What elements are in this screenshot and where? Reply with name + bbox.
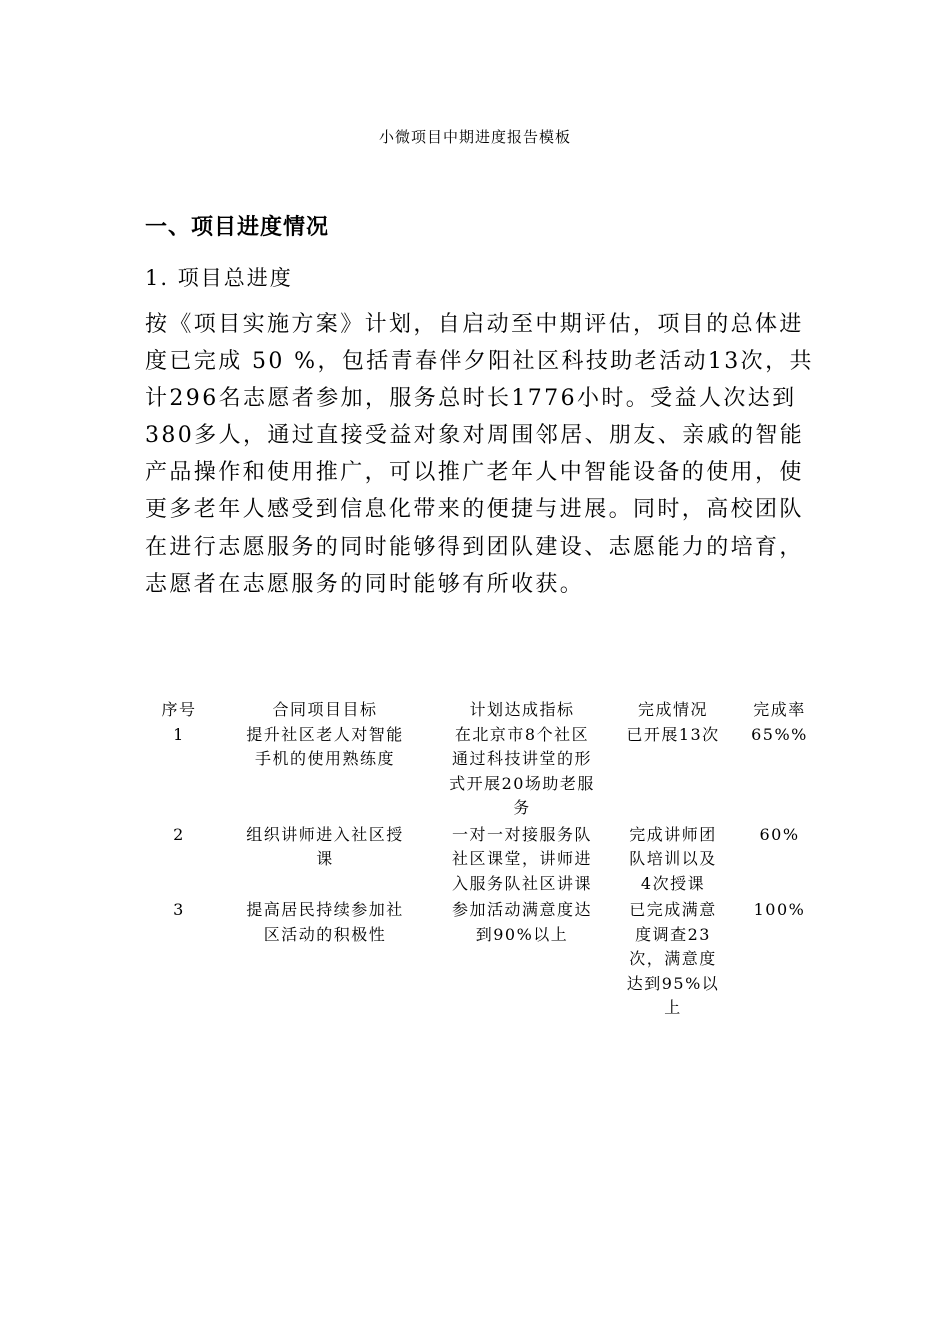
cell-line: 社区课堂，讲师进 [451,849,592,868]
subsection-heading: 1. 项目总进度 [145,266,293,290]
cell-line: 入服务队社区讲课 [451,873,592,893]
cell-line: 队培训以及 [629,849,717,868]
cell-line: 参加活动满意度达 [451,900,592,919]
cell-status [612,723,734,823]
header-no: 序号 [161,700,197,719]
cell-goal [218,823,432,899]
cell-goal [218,723,432,823]
cell-line: 通过科技讲堂的形 [451,749,592,768]
header-rate: 完成率 [753,700,806,719]
cell-line: 组织讲师进入社区授 [246,824,404,844]
cell-rate: 65%% [751,724,808,744]
cell-indicator [432,823,612,899]
cell-line: 区活动的积极性 [263,924,387,944]
cell-line: 一对一对接服务队 [451,824,592,844]
header-status: 完成情况 [637,700,708,719]
cell-line: 式开展20场助老服 [449,773,595,793]
section-heading: 一、项目进度情况 [145,215,330,240]
cell-line: 上 [664,998,682,1017]
cell-goal [218,898,432,1023]
cell-rate: 100% [753,900,806,919]
cell-line: 次，满意度 [629,949,717,968]
cell-no: 1 [173,724,185,744]
header-goal: 合同项目目标 [272,700,378,719]
paragraph-line: 志愿者在志愿服务的同时能够有所收获。 [145,571,585,597]
cell-indicator [432,723,612,823]
cell-line: 课 [316,849,334,868]
table-row [140,723,825,823]
cell-line: 完成讲师团 [629,824,717,844]
cell-line: 提高居民持续参加社 [246,900,404,919]
cell-line: 度调查23 [635,924,711,944]
paragraph-line: 380多人，通过直接受益对象对周围邻居、朋友、亲戚的智能 [145,423,805,449]
progress-paragraph [145,306,814,603]
table-row [140,898,825,1023]
cell-line: 达到95%以 [626,973,720,993]
cell-line: 已开展13次 [626,724,720,744]
cell-line: 在北京市8个社区 [454,724,590,744]
paragraph-line: 度已完成 50 %，包括青春伴夕阳社区科技助老活动13次，共 [145,349,814,375]
table-row [140,823,825,899]
cell-no: 2 [173,824,185,844]
paragraph-line: 计296名志愿者参加，服务总时长1776小时。受益人次达到 [145,386,797,412]
paragraph-line: 产品操作和使用推广，可以推广老年人中智能设备的使用，使 [145,460,804,486]
cell-line: 已完成满意 [629,900,717,919]
cell-rate: 60% [759,824,800,844]
cell-line: 到90%以上 [475,924,569,944]
paragraph-line: 在进行志愿服务的同时能够得到团队建设、志愿能力的培育， [145,534,804,560]
paragraph-line: 更多老年人感受到信息化带来的便捷与进展。同时，高校团队 [145,497,804,523]
progress-table [140,698,825,1023]
cell-indicator [432,898,612,1023]
cell-status [612,823,734,899]
document-title: 小微项目中期进度报告模板 [378,128,571,146]
cell-status [612,898,734,1023]
cell-line: 4次授课 [640,873,706,893]
header-indicator: 计划达成指标 [469,700,575,719]
cell-line: 提升社区老人对智能 [246,724,404,744]
table-header-row [140,698,825,723]
cell-line: 务 [513,798,531,817]
paragraph-line: 按《项目实施方案》计划，自启动至中期评估，项目的总体进 [145,312,804,337]
cell-no: 3 [173,900,185,919]
cell-line: 手机的使用熟练度 [254,749,395,768]
